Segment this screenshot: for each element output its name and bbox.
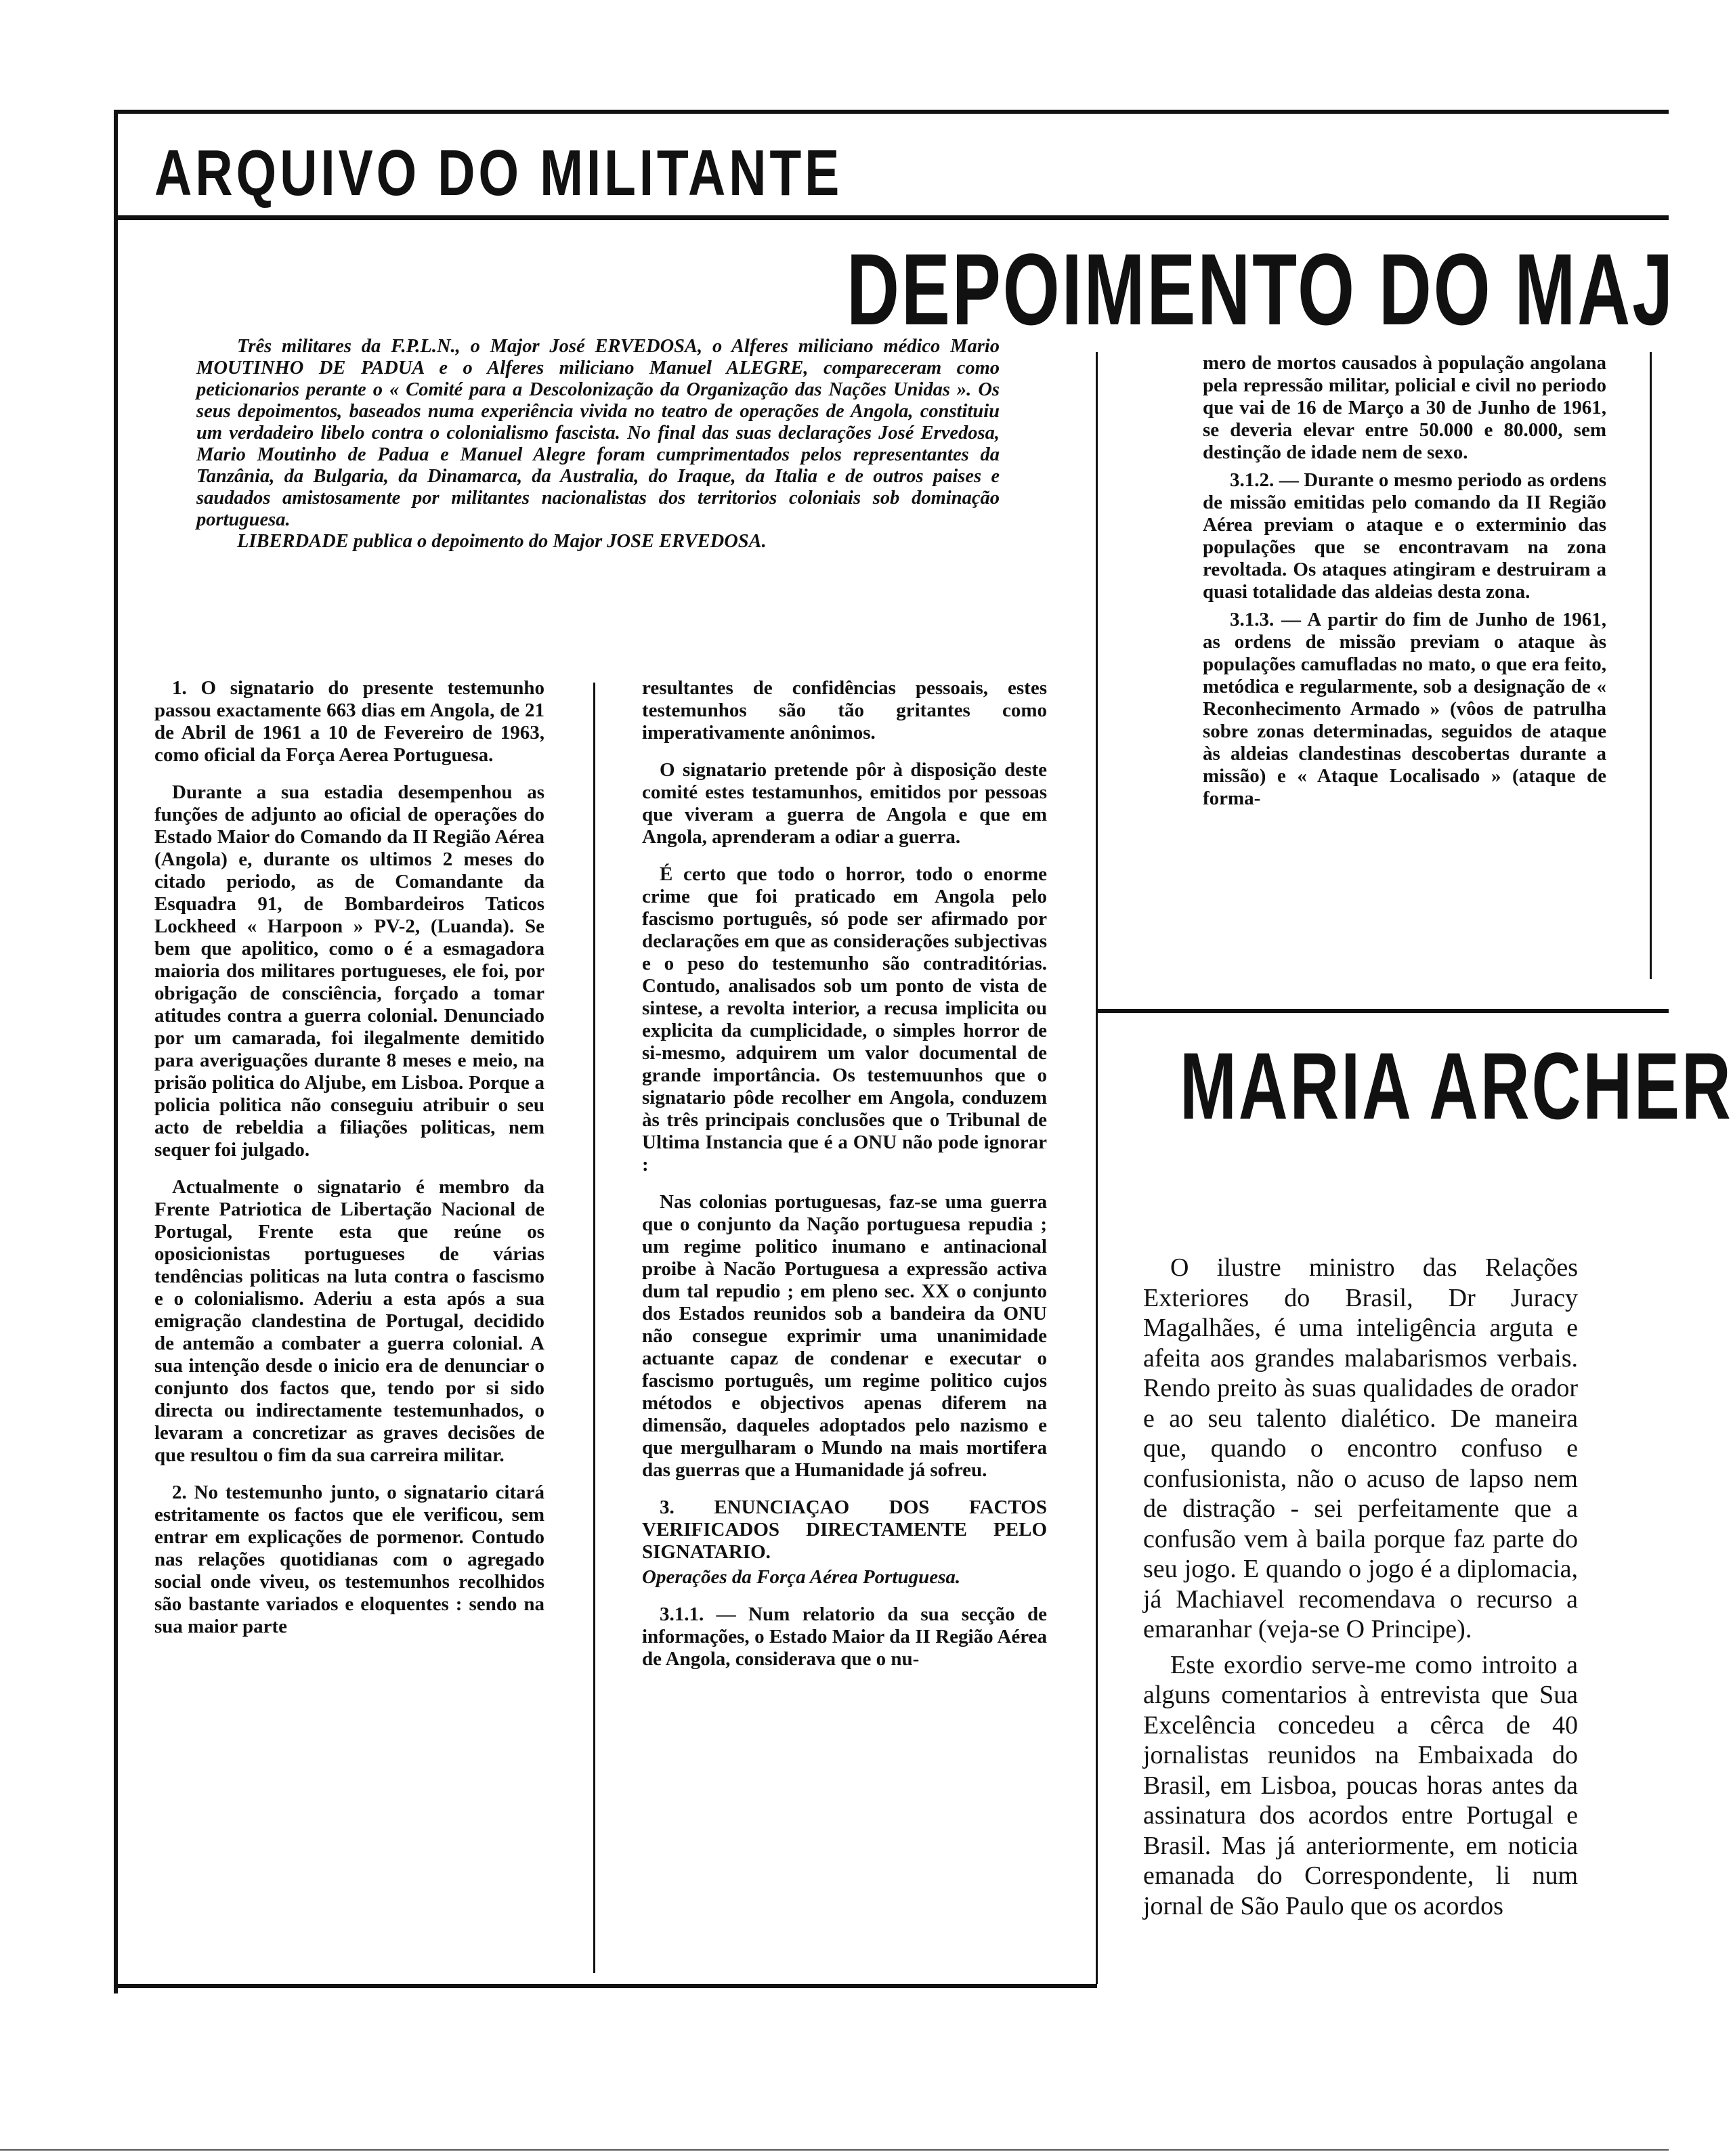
column-paragraph: Actualmente o signatario é membro da Frente Patriotica de Libertação Nacional de Portugal, Frente esta que reúne os oposicionistas portugueses de várias tendências politicas na luta contra o fascismo e o colonialismo. Aderiu a esta após a sua emigração clandestina de Portugal, decidido de antemão a combater a guerra colonial. A sua intenção desde o inicio era de denunciar o conjunto dos factos que, tendo por si sido directa ou indirectamente testemunhados, o levaram a concretizar as graves decisões de que resultou o fim da sua carreira militar. <box>154 1176 544 1466</box>
main-headline: DEPOIMENTO DO MAJ <box>847 232 1675 346</box>
page-bottom-edge <box>0 2149 1669 2151</box>
column-paragraph: O signatario pretende pôr à disposição deste comité estes testamunhos, emitidos por pessoas que viveram a guerra de Angola e que em Angola, aprenderam a odiar a guerra. <box>642 759 1047 848</box>
column-paragraph: mero de mortos causados à população angolana pela repressão militar, policial e civil no periodo que vai de 16 de Março a 30 de Junho de 1961, se deveria elevar entre 50.000 e 80.000, sem destinção de idade nem de sexo. <box>1203 352 1606 463</box>
article-column-1 <box>154 677 544 1653</box>
intro-paragraph: Três militares da F.P.L.N., o Major José ERVEDOSA, o Alferes miliciano médico Mario MOUTINHO DE PADUA e o Alferes miliciano Manuel ALEGRE, compareceram como peticionarios perante o « Comité para a Descolonização da Organização das Nações Unidas ». Os seus depoimentos, baseados numa experiência vivida no teatro de operações de Angola, constituiu um verdadeiro libelo contra o colonialismo fascista. No final das suas declarações José Ervedosa, Mario Moutinho de Padua e Manuel Alegre foram cumprimentados pelos representantes da Tanzânia, da Bulgaria, da Dinamarca, da Australia, do Iraque, da Italia e de outros paises e saudados amistosamente por militantes nacionalistas dos territorios coloniais sob dominação portuguesa. <box>196 336 1000 530</box>
column-paragraph: resultantes de confidências pessoais, estes testemunhos são tão gritantes como imperativamente anônimos. <box>642 677 1047 743</box>
section-title: ARQUIVO DO MILITANTE <box>154 137 843 209</box>
maria-headline: MARIA ARCHER <box>1180 1033 1733 1139</box>
intro-credit: LIBERDADE publica o depoimento do Major JOSE ERVEDOSA. <box>237 531 767 552</box>
column-paragraph: 3.1.2. — Durante o mesmo periodo as ordens de missão emitidas pelo comando da II Região Aérea previam o ataque e o exterminio das populações que se encontravam na zona revoltada. Os ataques atingiram e destruiram a quasi totalidade das aldeias desta zona. <box>1203 469 1606 603</box>
column-paragraph: Durante a sua estadia desempenhou as funções de adjunto ao oficial de operações do Estado Maior do Comando da II Região Aérea (Angola) e, durante os ultimos 2 meses do citado periodo, as de Comandante da Esquadra 91, de Bombardeiros Taticos Lockheed « Harpoon » PV-2, (Luanda). Se bem que apolitico, como o é a esmagadora maioria dos militares portugueses, ele foi, por obrigação de consciência, forçado a tomar atitudes contra a guerra colonial. Denunciado por um camarada, foi ilegalmente demitido para averiguações durante 8 meses e meio, na prisão politica do Aljube, em Lisboa. Porque a policia politica não conseguiu atribuir o seu acto de rebeldia a filiações politicas, nem sequer foi julgado. <box>154 781 544 1161</box>
article-column-3 <box>1203 352 1606 815</box>
column-paragraph: Nas colonias portuguesas, faz-se uma guerra que o conjunto da Nação portuguesa repudia ; um regime politico inumano e antinacional proibe à Nacão Portuguesa a expressão activa dum tal repudio ; em pleno sec. XX o conjunto dos Estados reunidos sob a bandeira da ONU não consegue exprimir uma unanimidade actuante capaz de condenar e executar o fascismo português, um regime politico cujos métodos e objectivos apenas diferem na dimensão, daqueles adoptados pelo nazismo e que mergulharam o Mundo na mais mortifera das guerras que a Humanidade já sofreu. <box>642 1191 1047 1481</box>
left-frame-rule <box>114 110 118 1993</box>
article-bottom-rule <box>114 1984 1097 1988</box>
masthead-rule <box>118 215 1669 220</box>
column-divider-3 <box>1650 352 1652 979</box>
maria-paragraph: O ilustre ministro das Relações Exteriores do Brasil, Dr Juracy Magalhães, é uma inteligência arguta e afeita aos grandes malabarismos verbais. Rendo preito às suas qualidades de orador e ao seu talento dialético. De maneira que, quando o encontro confuso e confusionista, não o acuso de lapso nem de distração - sei perfeitamente que a confusão vem à baila porque faz parte do seu jogo. E quando o jogo é a diplomacia, já Machiavel recomendava o recurso a emaranhar (veja-se O Principe). <box>1143 1253 1578 1643</box>
top-rule <box>118 110 1669 114</box>
maria-column <box>1143 1253 1578 1926</box>
maria-paragraph: Este exordio serve-me como introito a alguns comentarios à entrevista que Sua Excelência concedeu a cêrca de 40 jornalistas reunidos na Embaixada do Brasil, em Lisboa, poucas horas antes da assinatura dos acordos entre Portugal e Brasil. Mas já anteriormente, em noticia emanada do Correspondente, li num jornal de São Paulo que os acordos <box>1143 1650 1578 1920</box>
column-paragraph: 1. O signatario do presente testemunho passou exactamente 663 dias em Angola, de 21 de Abril de 1961 a 10 de Fevereiro de 1963, como oficial da Força Aerea Portuguesa. <box>154 677 544 766</box>
column-divider-2 <box>1096 352 1098 1984</box>
column-paragraph: É certo que todo o horror, todo o enorme crime que foi praticado em Angola pelo fascismo português, só pode ser afirmado por declarações em que as considerações subjectivas e o peso do testemunho são contraditórias. Contudo, analisados sob um ponto de vista de sintese, a revolta interior, a recusa implicita ou explicita da cumplicidade, o simples horror de si-mesmo, adquirem um valor documental de grande importância. Os testemuunhos que o signatario pôde recolher em Angola, conduzem às três principais conclusões que o Tribunal de Ultima Instancia que é a ONU não pode ignorar : <box>642 863 1047 1176</box>
column-paragraph: 3.1.1. — Num relatorio da sua secção de informações, o Estado Maior da II Região Aérea de Angola, considerava que o nu- <box>642 1603 1047 1670</box>
column-paragraph: 2. No testemunho junto, o signatario citará estritamente os factos que ele verificou, sem entrar em explicações de pormenor. Contudo nas relações quotidianas com o agregado social onde viveu, os testemunhos recolhidos são bastante variados e eloquentes : sendo na sua maior parte <box>154 1482 544 1637</box>
intro-block <box>196 336 1000 553</box>
section-heading: 3. ENUNCIAÇAO DOS FACTOS VERIFICADOS DIRECTAMENTE PELO SIGNATARIO. <box>642 1496 1047 1563</box>
maria-box-top-rule <box>1096 1009 1669 1013</box>
column-divider-1 <box>593 683 595 1973</box>
subsection-title: Operações da Força Aérea Portuguesa. <box>642 1566 961 1588</box>
article-column-2 <box>642 677 1047 1685</box>
column-paragraph: 3.1.3. — A partir do fim de Junho de 1961, as ordens de missão previam o ataque às populações camufladas no mato, o que era feito, metódica e regularmente, sob a designação de « Reconhecimento Armado » (vôos de patrulha sobre zonas determinadas, seguidos de ataque às aldeias clandestinas descobertas durante a missão) e « Ataque Localisado » (ataque de forma- <box>1203 609 1606 809</box>
